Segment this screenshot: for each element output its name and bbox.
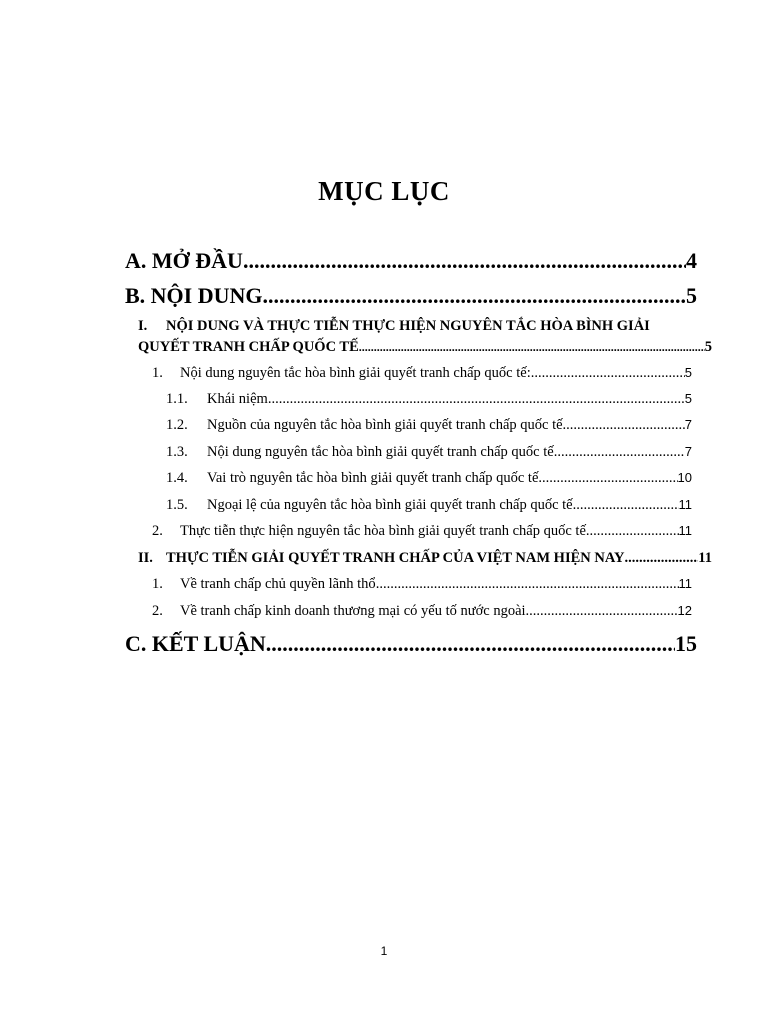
toc-entry-label: 1.4.: [166, 470, 188, 486]
toc-page-number: 5: [704, 339, 712, 355]
toc-entry-ii-2[interactable]: [152, 603, 692, 620]
dot-leader: [563, 417, 685, 434]
toc-entry-section-ii[interactable]: [138, 550, 712, 567]
toc-entry-text: QUYẾT TRANH CHẤP QUỐC TẾ: [138, 339, 359, 355]
toc-entry-text: Vai trò nguyên tắc hòa bình giải quyết tranh chấp quốc tế: [207, 470, 539, 486]
toc-entry-text: Nguồn của nguyên tắc hòa bình giải quyết tranh chấp quốc tế: [207, 417, 563, 433]
toc-entry-text: Nội dung nguyên tắc hòa bình giải quyết tranh chấp quốc tế:: [180, 365, 531, 381]
toc-entry-text: A. MỞ ĐẦU: [125, 248, 243, 273]
toc-entry-i-1[interactable]: [152, 365, 692, 382]
dot-leader: [243, 248, 686, 274]
toc-entry-label: 1.: [152, 365, 163, 381]
toc-entry-i-1-2[interactable]: [166, 417, 692, 434]
toc-entry-text: Về tranh chấp kinh doanh thương mại có yếu tố nước ngoài: [180, 603, 526, 619]
toc-entry-label: 2.: [152, 523, 163, 539]
toc-entry-label: 2.: [152, 603, 163, 619]
toc-page-number: 11: [678, 523, 692, 538]
toc-entry-i-1-4[interactable]: [166, 470, 692, 487]
toc-page-number: 5: [686, 283, 697, 308]
toc-entry-text: Khái niệm: [207, 391, 268, 407]
toc-page-number: 7: [684, 417, 692, 432]
dot-leader: [573, 497, 679, 514]
toc-entry-text: THỰC TIỄN GIẢI QUYẾT TRANH CHẤP CỦA VIỆT NAM HIỆN NAY: [166, 550, 625, 566]
toc-entry-ket-luan[interactable]: [125, 631, 697, 657]
toc-entry-section-i-line2[interactable]: [138, 339, 712, 356]
toc-entry-label: 1.3.: [166, 444, 188, 460]
toc-page-number: 5: [684, 365, 692, 380]
toc-entry-text: C. KẾT LUẬN: [125, 631, 266, 656]
toc-entry-section-i-line1[interactable]: [138, 318, 650, 335]
toc-entry-label: I.: [138, 318, 148, 334]
toc-page-number: 12: [677, 603, 692, 618]
toc-entry-label: 1.2.: [166, 417, 188, 433]
toc-entry-label: 1.1.: [166, 391, 188, 407]
toc-entry-label: II.: [138, 550, 153, 566]
toc-entry-mo-dau[interactable]: [125, 248, 697, 274]
dot-leader: [359, 340, 705, 355]
toc-page-number: 11: [678, 497, 692, 512]
toc-page-number: 7: [684, 444, 692, 459]
dot-leader: [554, 444, 685, 461]
toc-entry-i-1-5[interactable]: [166, 497, 692, 514]
toc-entry-text: B. NỘI DUNG: [125, 283, 263, 308]
toc-entry-i-2[interactable]: [152, 523, 692, 540]
toc-entry-i-1-1[interactable]: [166, 391, 692, 408]
toc-page-number: 10: [677, 470, 692, 485]
toc-entry-label: 1.5.: [166, 497, 188, 513]
toc-entry-noi-dung[interactable]: [125, 283, 697, 309]
toc-page-number: 11: [678, 576, 692, 591]
dot-leader: [268, 391, 685, 408]
toc-entry-label: 1.: [152, 576, 163, 592]
dot-leader: [538, 470, 677, 487]
dot-leader: [263, 283, 686, 309]
toc-entry-text: Về tranh chấp chủ quyền lãnh thổ: [180, 576, 376, 592]
dot-leader: [624, 550, 698, 567]
toc-entry-text: Thực tiễn thực hiện nguyên tắc hòa bình giải quyết tranh chấp quốc tế: [180, 523, 586, 539]
toc-page-number: 15: [675, 631, 697, 656]
toc-entry-text: Ngoại lệ của nguyên tắc hòa bình giải quyết tranh chấp quốc tế: [207, 497, 573, 513]
dot-leader: [266, 631, 675, 657]
page-title: MỤC LỤC: [318, 176, 450, 206]
toc-entry-ii-1[interactable]: [152, 576, 692, 593]
toc-entry-text: Nội dung nguyên tắc hòa bình giải quyết tranh chấp quốc tế: [207, 444, 554, 460]
page-number: 1: [380, 944, 388, 958]
toc-entry-i-1-3[interactable]: [166, 444, 692, 461]
dot-leader: [531, 365, 685, 382]
toc-page-number: 4: [686, 248, 697, 273]
toc-page-number: 5: [684, 391, 692, 406]
toc-page-number: 11: [698, 550, 712, 566]
toc-entry-text: NỘI DUNG VÀ THỰC TIỄN THỰC HIỆN NGUYÊN TẮC HÒA BÌNH GIẢI: [166, 318, 650, 334]
dot-leader: [526, 603, 678, 620]
dot-leader: [376, 576, 679, 593]
dot-leader: [586, 523, 679, 540]
